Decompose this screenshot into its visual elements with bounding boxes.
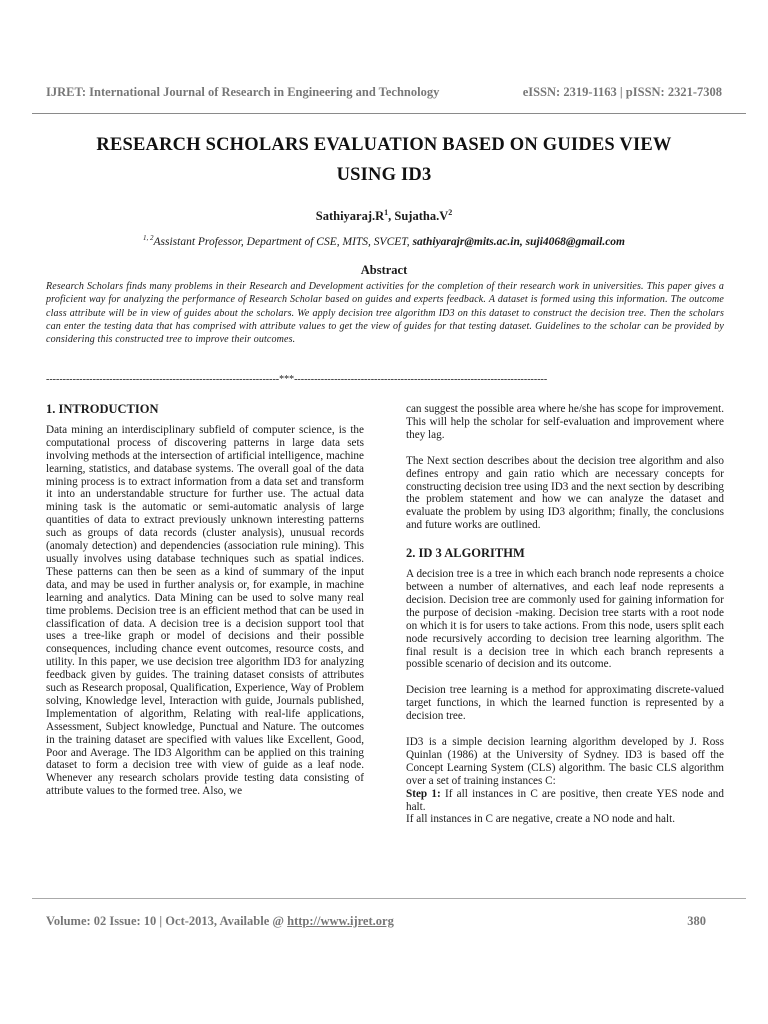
id3-step-1 [406,788,724,814]
authors [0,208,768,224]
id3-paragraph-1: A decision tree is a tree in which each branch node represents a choice between a number of alternatives, and each leaf node represents a decision. Decision tree are commonly used for gaining information for the purpose of decision -making. Decision tree starts with a root node on which it is for users to take actions. From this node, users split each node recursively according to decision tree learning algorithm. The final result is a decision tree in which each branch represents a possible scenario of decision and its outcome. [406,568,724,671]
author-2-sup: 2 [448,208,453,217]
header-rule [32,113,746,114]
step-1-label: Step 1: [406,787,441,800]
author-emails: sathiyarajr@mits.ac.in, suji4068@gmail.com [412,235,625,248]
affiliation-text: Assistant Professor, Department of CSE, MITS, SVCET, [153,235,413,248]
journal-name: IJRET: International Journal of Research in Engineering and Technology [46,85,440,99]
affiliation-sup: 1, 2 [142,234,154,242]
running-footer [46,914,706,929]
title-line-1: RESEARCH SCHOLARS EVALUATION BASED ON GUIDES VIEW [96,135,672,155]
author-2: Sujatha.V [394,209,449,224]
introduction-paragraph-2: The Next section describes about the decision tree algorithm and also defines entropy and gain ratio which are necessary concepts for constructing decision tree using ID3 and the next section by describing the problem statement and how we can analyze the dataset and evaluate the problem by using ID3 algorithm; finally, the conclusions and future works are outlined. [406,454,724,532]
running-header [46,85,722,100]
author-1-sup: 1 [384,208,389,217]
affiliation [0,234,768,248]
id3-heading: 2. ID 3 ALGORITHM [406,546,525,561]
section-separator: ----------------------------------------------------------------------***---------------------------------------------------------------------------- [46,374,548,385]
introduction-continued: can suggest the possible area where he/she has scope for improvement. This will help the scholar for self-evaluation and improvement where they lag. [406,403,724,441]
page-number: 380 [687,914,706,928]
id3-paragraph-3: ID3 is a simple decision learning algorithm developed by J. Ross Quinlan (1986) at the University of Sydney. ID3 is based off the Concept Learning System (CLS) algorithm. The basic CLS algorithm over a set of training instances C: [406,736,724,787]
id3-step-1-negative: If all instances in C are negative, create a NO node and halt. [406,813,676,826]
introduction-heading: 1. INTRODUCTION [46,402,159,416]
abstract-text: Research Scholars finds many problems in their Research and Development activities for the completion of their research work in universities. This paper gives a proficient way for analyzing the performance of Research Scholar based on guides and experts feedback. A dataset is formed using this information. The outcome class attribute will be in view of guides about the scholars. We apply decision tree algorithm ID3 on this dataset to construct the decision tree. Then the scholars can enter the testing data that has comprised with attribute values to get the view of guides for that testing dataset. Guidelines to the scholar can be provided by considering this constructed tree to improve their outcomes. [46,281,724,346]
footer-volume-text: Volume: 02 Issue: 10 | Oct-2013, Available @ [46,914,288,928]
abstract-heading: Abstract [360,263,408,277]
author-sep: , [388,209,395,224]
step-1-text: If all instances in C are positive, then create YES node and halt. [406,787,724,813]
introduction-paragraph: Data mining an interdisciplinary subfield of computer science, is the computational process of discovering patterns in large data sets involving methods at the intersection of artificial intelligence, machine learning, statistics, and database systems. The overall goal of the data mining process is to extract information from a data set and transform it into an understandable structure for further use. The actual data mining task is the automatic or semi-automatic analysis of large quantities of data to extract previously unknown interesting patterns such as groups of data records (cluster analysis), unusual records (anomaly detection) and dependencies (association rule mining). This usually involves using database techniques such as spatial indices. These patterns can then be seen as a kind of summary of the input data, and may be used in further analysis or, for example, in machine learning and analytics. Data Mining can be used to solve many real time problems. Decision tree is an efficient method that can be used in classification of data. A decision tree is a decision support tool that uses a tree-like graph or model of decisions and their possible consequences, including chance event outcomes, resource costs, and utility. In this paper, we use decision tree algorithm ID3 for analyzing feedback given by guides. The training dataset consists of attributes such as Research proposal, Qualification, Experience, Way of Problem solving, Knowledge level, Interaction with guide, Journals published, Implementation of algorithm, Relating with real-life applications, Assessment, Subject knowledge, Punctual and Nature. The outcomes in the training dataset are specified with values like Excellent, Good, Poor and Average. The ID3 Algorithm can be applied on this training dataset to form a decision tree with view of guide as a leaf node. Whenever any research scholars provide testing data consisting of attribute values to the formed tree. Also, we [46,423,364,798]
author-1: Sathiyaraj.R [315,209,385,224]
footer-rule [32,898,746,899]
paper-title [40,130,728,190]
footer-volume [46,914,394,929]
journal-link[interactable]: http://www.ijret.org [287,914,394,928]
issn: eISSN: 2319-1163 | pISSN: 2321-7308 [522,85,722,99]
id3-paragraph-2: Decision tree learning is a method for approximating discrete-valued target functions, in which the learned function is represented by a decision tree. [406,684,724,723]
left-column [46,403,364,798]
title-line-2: USING ID3 [336,165,432,185]
right-column [406,403,724,826]
